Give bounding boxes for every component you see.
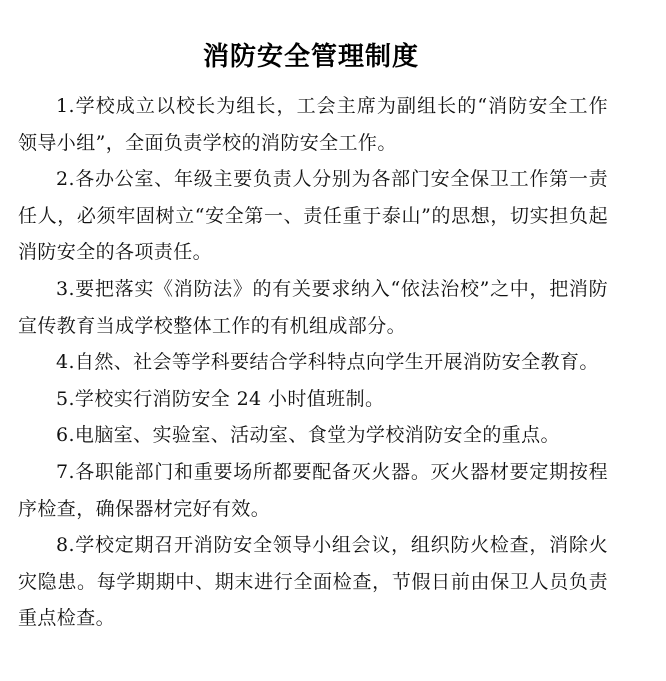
paragraph-5: 5.学校实行消防安全 24 小时值班制。	[56, 387, 385, 410]
document-title: 消防安全管理制度	[202, 42, 419, 73]
paragraph-6: 6.电脑室、实验室、活动室、食堂为学校消防安全的重点。	[56, 424, 560, 447]
paragraph-4: 4.自然、社会等学科要结合学科特点向学生开展消防安全教育。	[56, 351, 599, 374]
paragraph-1: 1.学校成立以校长为组长，工会主席为副组长的“消防安全工作领导小组”，全面负责学校的消防安全工作。	[18, 95, 608, 154]
document-body	[18, 88, 608, 637]
paragraph-2: 2.各办公室、年级主要负责人分别为各部门安全保卫工作第一责任人，必须牢固树立“安全第一、责任重于泰山”的思想，切实担负起消防安全的各项责任。	[18, 168, 608, 264]
paragraph-8: 8.学校定期召开消防安全领导小组会议，组织防火检查，消除火灾隐患。每学期期中、期末进行全面检查，节假日前由保卫人员负责重点检查。	[18, 534, 608, 630]
paragraph-7: 7.各职能部门和重要场所都要配备灭火器。灭火器材要定期按程序检查，确保器材完好有效。	[18, 460, 608, 520]
paragraph-3: 3.要把落实《消防法》的有关要求纳入“依法治校”之中，把消防宣传教育当成学校整体工作的有机组成部分。	[18, 277, 608, 337]
